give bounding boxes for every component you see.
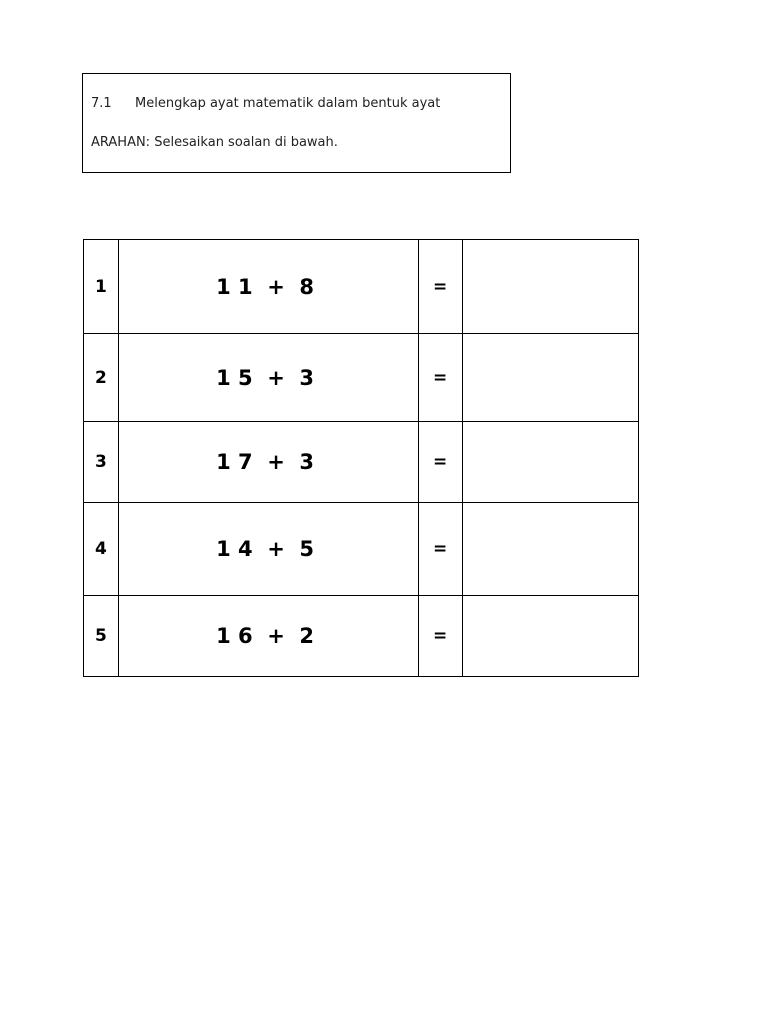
question-row [84, 596, 639, 677]
question-expression: 1 7 + 3 [119, 422, 419, 503]
equals-sign: = [418, 240, 462, 334]
answer-cell[interactable] [462, 596, 638, 677]
equals-sign: = [418, 422, 462, 503]
equals-sign: = [418, 596, 462, 677]
instruction-text: Selesaikan soalan di bawah. [150, 135, 338, 150]
topic-title: Melengkap ayat matematik dalam bentuk ayat [135, 96, 441, 111]
question-expression: 1 1 + 8 [119, 240, 419, 334]
equals-sign: = [418, 503, 462, 596]
instruction-label: ARAHAN: [91, 135, 151, 150]
question-number: 4 [84, 503, 119, 596]
answer-cell[interactable] [462, 240, 638, 334]
topic-line [91, 96, 440, 111]
question-number: 1 [84, 240, 119, 334]
question-number: 3 [84, 422, 119, 503]
question-row [84, 503, 639, 596]
question-expression: 1 6 + 2 [119, 596, 419, 677]
equals-sign: = [418, 334, 462, 422]
topic-number: 7.1 [91, 96, 112, 111]
header-box [82, 73, 511, 173]
question-row [84, 334, 639, 422]
answer-cell[interactable] [462, 503, 638, 596]
question-expression: 1 4 + 5 [119, 503, 419, 596]
question-row [84, 422, 639, 503]
answer-cell[interactable] [462, 334, 638, 422]
question-expression: 1 5 + 3 [119, 334, 419, 422]
question-number: 2 [84, 334, 119, 422]
answer-cell[interactable] [462, 422, 638, 503]
question-number: 5 [84, 596, 119, 677]
question-row [84, 240, 639, 334]
instruction-line [91, 135, 338, 150]
question-table [83, 239, 639, 677]
